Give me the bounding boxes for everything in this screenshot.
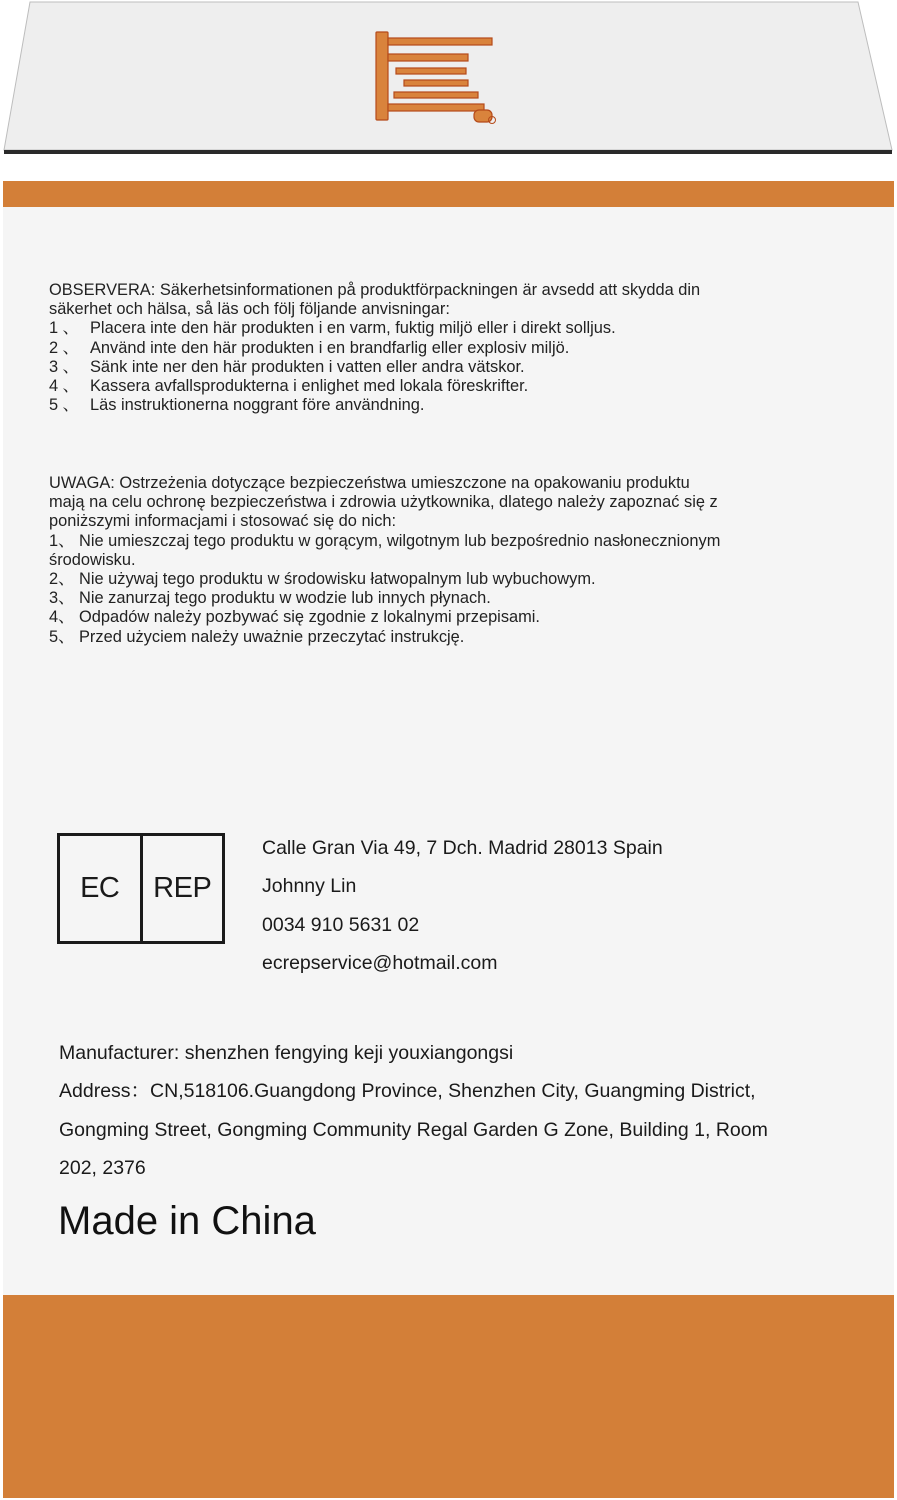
instruction-text: Placera inte den här produkten i en varm, fuktig miljö eller i direkt solljus. xyxy=(90,319,616,338)
top-accent-stripe xyxy=(3,181,894,207)
instruction-text: środowisku. xyxy=(49,550,136,569)
instruction-number: 5 、 xyxy=(49,396,80,415)
manufacturer-name: Manufacturer: shenzhen fengying keji youxiangongsi xyxy=(59,1042,514,1064)
ec-rep-phone: 0034 910 5631 02 xyxy=(262,913,420,936)
swedish-intro-line2: säkerhet och hälsa, så läs och följ följande anvisningar: xyxy=(49,300,450,319)
made-in-label: Made in China xyxy=(58,1199,316,1243)
brand-logo xyxy=(374,28,502,126)
manufacturer-info xyxy=(59,1034,768,1187)
polish-instruction-list xyxy=(49,532,720,647)
instruction-text: Nie umieszczaj tego produktu w gorącym, wilgotnym lub bezpośrednio nasłonecznionym xyxy=(79,531,721,550)
instruction-item xyxy=(49,396,700,415)
instruction-number: 4、 xyxy=(49,608,75,627)
manufacturer-address-line1: Address：CN,518106.Guangdong Province, Shenzhen City, Guangming District, xyxy=(59,1080,756,1103)
instruction-number: 2 、 xyxy=(49,338,80,357)
instruction-item xyxy=(49,339,700,358)
instruction-item xyxy=(49,358,700,377)
instruction-number: 1 、 xyxy=(49,319,80,338)
instruction-item xyxy=(49,319,700,338)
manufacturer-address-line3: 202, 2376 xyxy=(59,1156,146,1179)
polish-intro-line2: mają na celu ochronę bezpieczeństwa i zdrowia użytkownika, dlatego należy zapoznać się z xyxy=(49,493,718,512)
instruction-text: Nie używaj tego produktu w środowisku łatwopalnym lub wybuchowym. xyxy=(79,570,596,589)
ec-rep-symbol xyxy=(57,833,225,944)
instruction-number: 3、 xyxy=(49,589,75,608)
ec-rep-address: Calle Gran Via 49, 7 Dch. Madrid 28013 Spain xyxy=(262,837,663,859)
polish-intro-line3: poniższymi informacjami i stosować się do nich: xyxy=(49,512,397,531)
instruction-text: Sänk inte ner den här produkten i vatten eller andra vätskor. xyxy=(90,357,525,376)
ec-rep-contact xyxy=(262,829,663,982)
instruction-text: Kassera avfallsprodukterna i enlighet med lokala föreskrifter. xyxy=(90,377,529,396)
swedish-intro-line1: OBSERVERA: Säkerhetsinformationen på produktförpackningen är avsedd att skydda din xyxy=(49,281,701,299)
instruction-number: 3 、 xyxy=(49,357,80,376)
swedish-instruction-list xyxy=(49,319,700,415)
polish-safety-notice xyxy=(49,474,720,647)
instruction-item xyxy=(49,551,720,570)
instruction-text: Przed użyciem należy uważnie przeczytać instrukcję. xyxy=(79,627,465,646)
ec-rep-left-label: EC xyxy=(80,872,120,904)
ec-rep-right-label: REP xyxy=(140,836,223,941)
instruction-item xyxy=(49,628,720,647)
instruction-number: 4 、 xyxy=(49,377,80,396)
instruction-text: Odpadów należy pozbywać się zgodnie z lokalnymi przepisami. xyxy=(79,608,540,627)
instruction-text: Nie zanurzaj tego produktu w wodzie lub innych płynach. xyxy=(79,589,491,608)
instruction-text: Använd inte den här produkten i en brandfarlig eller explosiv miljö. xyxy=(90,338,570,357)
instruction-text: Läs instruktionerna noggrant före användning. xyxy=(90,396,425,415)
ec-rep-name: Johnny Lin xyxy=(262,875,357,898)
instruction-item xyxy=(49,589,720,608)
instruction-number: 1、 xyxy=(49,531,75,550)
polish-intro-line1: UWAGA: Ostrzeżenia dotyczące bezpieczeństwa umieszczone na opakowaniu produktu xyxy=(49,474,690,492)
instruction-item xyxy=(49,608,720,627)
instruction-number: 2、 xyxy=(49,570,75,589)
swedish-safety-notice xyxy=(49,281,700,415)
bottom-accent-band xyxy=(3,1295,894,1498)
ec-rep-email: ecrepservice@hotmail.com xyxy=(262,951,498,974)
instruction-item xyxy=(49,377,700,396)
instruction-number: 5、 xyxy=(49,627,75,646)
instruction-item xyxy=(49,532,720,551)
manufacturer-address-line2: Gongming Street, Gongming Community Regal Garden G Zone, Building 1, Room xyxy=(59,1118,768,1141)
brand-logo-icon xyxy=(374,28,502,126)
instruction-item xyxy=(49,570,720,589)
